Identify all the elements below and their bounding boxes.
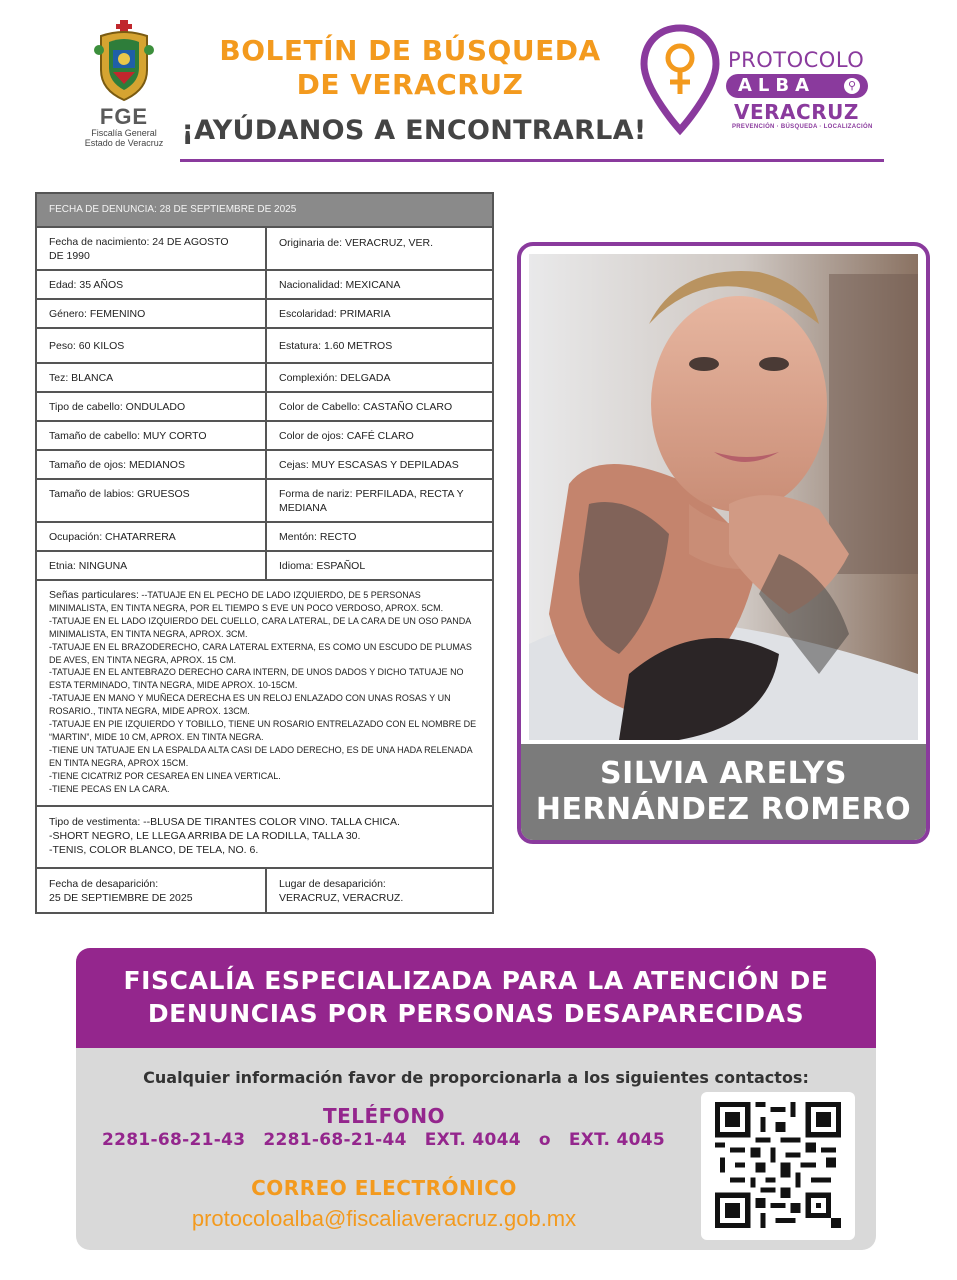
marks-line: MINIMALISTA, EN TINTA NEGRA, POR EL TIEMPO S EVE UN POCO VERDOSO, APROX. 5CM.	[49, 602, 444, 613]
cell-line: Forma de nariz: PERFILADA, RECTA Y	[279, 487, 464, 500]
marks-line: ESTA TERMINADO, TINTA NEGRA, MIDE APROX. 10-15CM.	[49, 680, 298, 691]
alba-tagline: PREVENCIÓN · BÚSQUEDA · LOCALIZACIÓN	[732, 124, 873, 130]
hair-color-cell: Color de Cabello: CASTAÑO CLARO	[279, 400, 453, 413]
lips-cell	[37, 480, 267, 521]
marks-line: -TIENE CICATRIZ POR CESAREA EN LINEA VERTICAL.	[49, 770, 281, 781]
protocolo-alba-logo	[640, 24, 880, 136]
marks-line: -TATUAJE EN EL ANTEBRAZO DERECHO CARA INTERN, DE UNOS DADOS Y DICHO TATUAJE NO	[49, 667, 464, 678]
marks-text: --TATUAJE EN EL PECHO DE LADO IZQUIERDO, DE 5 PERSONAS	[138, 590, 421, 600]
height-cell: Estatura: 1.60 METROS	[279, 339, 393, 352]
disappearance-place-label: Lugar de desaparición:	[279, 877, 386, 890]
missing-person-photo	[529, 254, 918, 740]
phone-numbers	[102, 1130, 702, 1150]
alba-line-1: PROTOCOLO	[728, 48, 865, 72]
report-date: FECHA DE DENUNCIA: 28 DE SEPTIEMBRE DE 2025	[37, 194, 492, 228]
education-cell: Escolaridad: PRIMARIA	[279, 307, 391, 320]
cell-line: Originaria de: VERACRUZ, VER.	[279, 237, 434, 249]
clothing	[37, 807, 410, 867]
bulletin-title-line-2: DE VERACRUZ	[296, 68, 524, 101]
disappearance-place: VERACRUZ, VERACRUZ.	[279, 891, 404, 904]
birth-date-cell	[37, 228, 267, 269]
chin-cell: Mentón: RECTO	[279, 530, 357, 543]
name-line-1: SILVIA ARELYS	[600, 756, 847, 791]
clothing-line: Tipo de vestimenta: --BLUSA DE TIRANTES COLOR VINO. TALLA CHICA.	[49, 816, 400, 828]
table-row	[37, 422, 492, 451]
cell-line: Fecha de nacimiento: 24 DE AGOSTO	[49, 235, 229, 248]
alba-pill	[726, 74, 868, 98]
nose-cell	[267, 480, 492, 521]
marks-line: ROSARIO., TINTA NEGRA, MIDE APROX. 13CM.	[49, 706, 250, 717]
contact-intro: Cualquier información favor de proporcionarla a los siguientes contactos:	[143, 1068, 809, 1087]
nationality-cell: Nacionalidad: MEXICANA	[279, 278, 401, 291]
extension-1: EXT. 4044	[424, 1130, 521, 1150]
marks-line: -TATUAJE EN PIE IZQUIERDO Y TOBILLO, TIENE UN ROSARIO ENTRELAZADO CON EL NOMBRE DE	[49, 719, 477, 730]
marks-line: -TIENE PECAS EN LA CARA.	[49, 783, 170, 794]
fge-logo	[72, 20, 176, 148]
fge-name: FGE	[99, 104, 149, 129]
table-row	[37, 523, 492, 552]
skin-cell: Tez: BLANCA	[37, 364, 267, 391]
clothing-line: -TENIS, COLOR BLANCO, DE TELA, NO. 6.	[49, 844, 259, 856]
hair-length-cell: Tamaño de cabello: MUY CORTO	[37, 422, 267, 449]
language-cell: Idioma: ESPAÑOL	[279, 559, 366, 572]
table-row	[37, 228, 492, 271]
missing-person-card	[517, 242, 930, 844]
cell-line: DE 1990	[49, 249, 90, 262]
table-row	[37, 552, 492, 581]
table-row	[37, 271, 492, 300]
ethnicity-cell: Etnia: NINGUNA	[37, 552, 267, 579]
alba-line-3: VERACRUZ	[734, 100, 859, 124]
banner-line-2: DENUNCIAS POR PERSONAS DESAPARECIDAS	[147, 999, 805, 1028]
build-cell: Complexión: DELGADA	[279, 371, 391, 384]
email-label: CORREO ELECTRÓNICO	[251, 1176, 517, 1200]
marks-label: Señas particulares:	[49, 589, 139, 601]
marks-line: DE AVES, EN TINTA NEGRA, APROX. 15 CM.	[49, 654, 237, 665]
location-pin-female-icon	[640, 24, 720, 136]
qr-code[interactable]	[701, 1092, 855, 1240]
bulletin-title	[180, 34, 640, 102]
distinguishing-marks	[37, 581, 484, 805]
occupation-cell: Ocupación: CHATARRERA	[37, 523, 267, 550]
table-row	[37, 451, 492, 480]
fge-sub-line-1: Fiscalía General	[91, 128, 157, 138]
marks-line: -TATUAJE EN EL LADO IZQUIERDO DEL CUELLO, CARA LATERAL, DE LA CARA DE UN OSO PANDA	[49, 615, 472, 626]
contact-panel	[76, 1048, 876, 1250]
disappearance-place-cell	[267, 869, 492, 912]
cell-line: Tamaño de labios: GRUESOS	[49, 488, 190, 500]
table-row	[37, 480, 492, 523]
eye-size-cell: Tamaño de ojos: MEDIANOS	[37, 451, 267, 478]
disappearance-date: 25 DE SEPTIEMBRE DE 2025	[49, 891, 193, 904]
age-cell: Edad: 35 AÑOS	[37, 271, 267, 298]
disappearance-date-cell	[37, 869, 267, 912]
missing-person-name	[521, 744, 926, 840]
name-line-2: HERNÁNDEZ ROMERO	[535, 792, 912, 827]
banner-line-1: FISCALÍA ESPECIALIZADA PARA LA ATENCIÓN DE	[123, 966, 829, 995]
portrait-illustration	[529, 254, 918, 740]
origin-cell	[267, 228, 492, 269]
marks-line: MINIMALISTA, EN TINTA NEGRA, APROX. 3CM.	[49, 628, 248, 639]
gender-cell: Género: FEMENINO	[37, 300, 267, 327]
table-row	[37, 364, 492, 393]
table-row	[37, 869, 492, 912]
hair-type-cell: Tipo de cabello: ONDULADO	[37, 393, 267, 420]
qr-code-icon	[715, 1102, 841, 1228]
extension-2: EXT. 4045	[568, 1130, 665, 1150]
marks-line	[49, 589, 476, 602]
header-divider	[180, 159, 884, 162]
extension-separator: o	[538, 1130, 551, 1150]
fiscalia-banner	[76, 948, 876, 1048]
headline: ¡AYÚDANOS A ENCONTRARLA!	[181, 115, 647, 146]
magnifier-icon: ⚲	[844, 78, 860, 94]
eye-color-cell: Color de ojos: CAFÉ CLARO	[279, 429, 414, 442]
fge-sub-line-2: Estado de Veracruz	[84, 138, 164, 148]
eyebrows-cell: Cejas: MUY ESCASAS Y DEPILADAS	[279, 458, 459, 471]
table-row	[37, 329, 492, 364]
table-row	[37, 393, 492, 422]
disappearance-date-label: Fecha de desaparición:	[49, 877, 159, 890]
clothing-line: -SHORT NEGRO, LE LLEGA ARRIBA DE LA RODILLA, TALLA 30.	[49, 830, 361, 842]
person-info-table	[35, 192, 494, 914]
cell-line: MEDIANA	[279, 501, 327, 514]
veracruz-coat-of-arms-icon	[91, 20, 157, 102]
table-row	[37, 807, 492, 869]
marks-line: “MARTIN”, MIDE 10 CM, APROX. EN TINTA NEGRA.	[49, 731, 264, 742]
marks-line: -TATUAJE EN MANO Y MUÑECA DERECHA ES UN RELOJ ENLAZADO CON UNAS ROSAS Y UN	[49, 693, 451, 704]
marks-line: -TIENE UN TATUAJE EN LA ESPALDA ALTA CASI DE LADO DERECHO, ES DE UNA HADA RELENADA	[49, 744, 473, 755]
marks-line: -TATUAJE EN EL BRAZODERECHO, CARA LATERAL EXTERNA, ES COMO UN ESCUDO DE PLUMAS	[49, 641, 472, 652]
alba-line-2: ALBA	[738, 75, 816, 96]
marks-line: EN TINTA NEGRA, APROX 15CM.	[49, 757, 189, 768]
table-row	[37, 300, 492, 329]
phone-number-2[interactable]: 2281-68-21-44	[263, 1130, 407, 1150]
email-link[interactable]: protocoloalba@fiscaliaveracruz.gob.mx	[191, 1206, 577, 1231]
weight-cell: Peso: 60 KILOS	[37, 329, 267, 362]
table-row	[37, 581, 492, 807]
phone-label: TELÉFONO	[322, 1104, 446, 1128]
phone-number-1[interactable]: 2281-68-21-43	[102, 1130, 246, 1150]
bulletin-title-line-1: BOLETÍN DE BÚSQUEDA	[219, 34, 601, 67]
